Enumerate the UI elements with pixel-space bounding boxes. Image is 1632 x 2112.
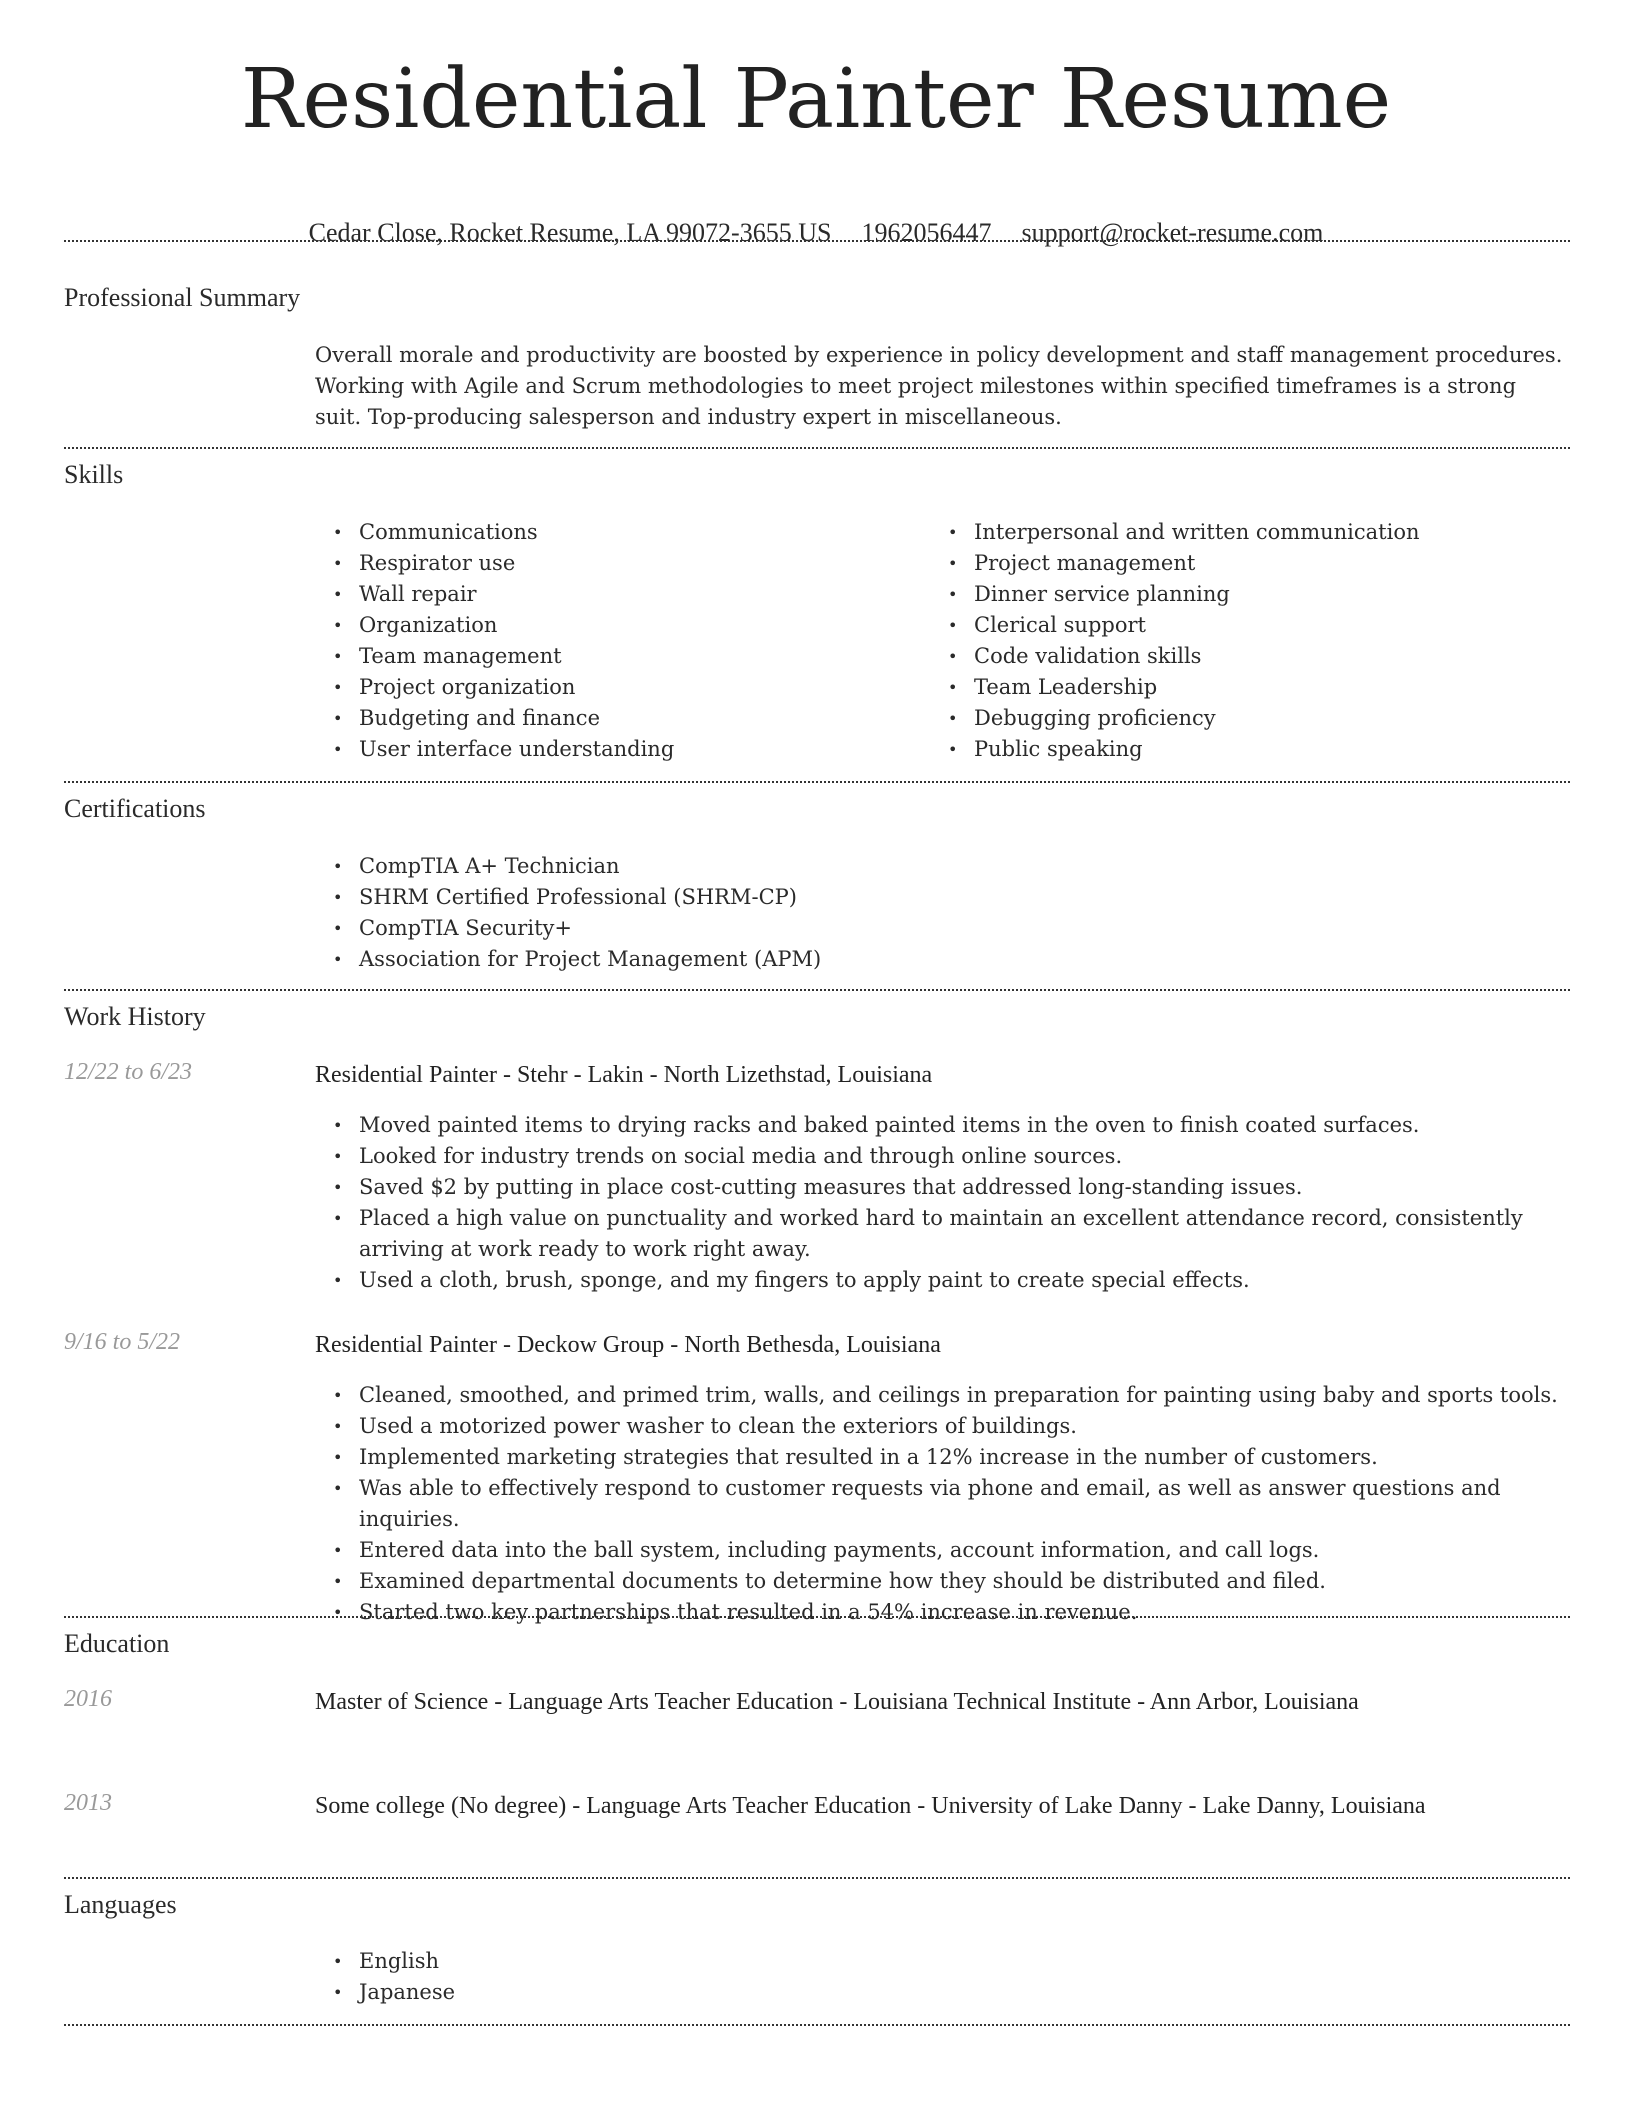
- divider: [64, 447, 1570, 449]
- contact-phone: 1962056447: [861, 218, 992, 247]
- list-item: • Project organization: [359, 672, 915, 703]
- list-item: • Communications: [359, 517, 915, 548]
- list-item: • User interface understanding: [359, 734, 915, 765]
- contact-email: support@rocket-resume.com: [1021, 218, 1324, 247]
- section-title-certifications: Certifications: [64, 794, 206, 823]
- job-dates: 9/16 to 5/22: [64, 1329, 181, 1355]
- education-year: 2013: [64, 1790, 112, 1816]
- education-entry: Master of Science - Language Arts Teacher Education - Louisiana Technical Institute - Ann Arbor, Louisiana: [315, 1689, 1359, 1715]
- section-title-languages: Languages: [64, 1890, 177, 1919]
- contact-line: [0, 218, 1632, 248]
- divider: [64, 240, 1570, 242]
- list-item: • Association for Project Management (APM): [359, 944, 1565, 975]
- divider: [64, 1877, 1570, 1879]
- list-item: • Dinner service planning: [974, 579, 1560, 610]
- divider: [64, 989, 1570, 991]
- list-item: • Code validation skills: [974, 641, 1560, 672]
- section-title-education: Education: [64, 1629, 170, 1658]
- list-item: • Entered data into the ball system, including payments, account information, and call logs.: [359, 1535, 1565, 1566]
- languages-list: [315, 1946, 1565, 2008]
- list-item: • Wall repair: [359, 579, 915, 610]
- list-item: • English: [359, 1946, 1565, 1977]
- divider: [64, 1616, 1570, 1618]
- job-bullets: [315, 1380, 1565, 1628]
- section-title-skills: Skills: [64, 460, 124, 489]
- job-heading: Residential Painter - Stehr - Lakin - North Lizethstad, Louisiana: [315, 1062, 933, 1088]
- job-dates: 12/22 to 6/23: [64, 1059, 193, 1085]
- list-item: • Organization: [359, 610, 915, 641]
- list-item: • Looked for industry trends on social media and through online sources.: [359, 1141, 1565, 1172]
- list-item: • Was able to effectively respond to customer requests via phone and email, as well as answer questions and inquiries.: [359, 1473, 1565, 1535]
- list-item: • CompTIA Security+: [359, 913, 1565, 944]
- list-item: • SHRM Certified Professional (SHRM-CP): [359, 882, 1565, 913]
- list-item: • Team Leadership: [974, 672, 1560, 703]
- section-title-work-history: Work History: [64, 1002, 206, 1031]
- list-item: • Used a motorized power washer to clean the exteriors of buildings.: [359, 1411, 1565, 1442]
- list-item: • Budgeting and finance: [359, 703, 915, 734]
- section-title-summary: Professional Summary: [64, 283, 301, 312]
- list-item: • Started two key partnerships that resulted in a 54% increase in revenue.: [359, 1597, 1565, 1628]
- list-item: • Project management: [974, 548, 1560, 579]
- list-item: • Cleaned, smoothed, and primed trim, walls, and ceilings in preparation for painting using baby and sports tools.: [359, 1380, 1565, 1411]
- summary-text: Overall morale and productivity are boosted by experience in policy development and staff management procedures. Working with Agile and Scrum methodologies to meet project milestones within specified timeframes is a strong suit. Top-producing salesperson and industry expert in miscellaneous.: [315, 343, 1563, 429]
- resume-header: [0, 0, 1632, 248]
- list-item: • Placed a high value on punctuality and worked hard to maintain an excellent attendance record, consistently arriving at work ready to work right away.: [359, 1203, 1565, 1265]
- divider: [64, 781, 1570, 783]
- list-item: • Used a cloth, brush, sponge, and my fingers to apply paint to create special effects.: [359, 1265, 1565, 1296]
- education-year: 2016: [64, 1686, 112, 1712]
- skills-column-2: [930, 517, 1560, 765]
- divider: [64, 2024, 1570, 2026]
- job-heading: Residential Painter - Deckow Group - North Bethesda, Louisiana: [315, 1332, 941, 1358]
- list-item: • Public speaking: [974, 734, 1560, 765]
- job-bullets: [315, 1110, 1565, 1296]
- list-item: • Moved painted items to drying racks and baked painted items in the oven to finish coated surfaces.: [359, 1110, 1565, 1141]
- certifications-list: [315, 851, 1565, 975]
- resume-name: Residential Painter Resume: [240, 52, 1392, 147]
- list-item: • Saved $2 by putting in place cost-cutting measures that addressed long-standing issues.: [359, 1172, 1565, 1203]
- skills-column-1: [315, 517, 915, 765]
- list-item: • Respirator use: [359, 548, 915, 579]
- list-item: • CompTIA A+ Technician: [359, 851, 1565, 882]
- list-item: • Examined departmental documents to determine how they should be distributed and filed.: [359, 1566, 1565, 1597]
- education-entry: Some college (No degree) - Language Arts Teacher Education - University of Lake Danny - Lake Danny, Louisiana: [315, 1793, 1426, 1819]
- contact-address: Cedar Close, Rocket Resume, LA 99072-3655 US: [308, 218, 832, 247]
- list-item: • Japanese: [359, 1977, 1565, 2008]
- list-item: • Team management: [359, 641, 915, 672]
- list-item: • Interpersonal and written communication: [974, 517, 1560, 548]
- list-item: • Debugging proficiency: [974, 703, 1560, 734]
- list-item: • Clerical support: [974, 610, 1560, 641]
- list-item: • Implemented marketing strategies that resulted in a 12% increase in the number of customers.: [359, 1442, 1565, 1473]
